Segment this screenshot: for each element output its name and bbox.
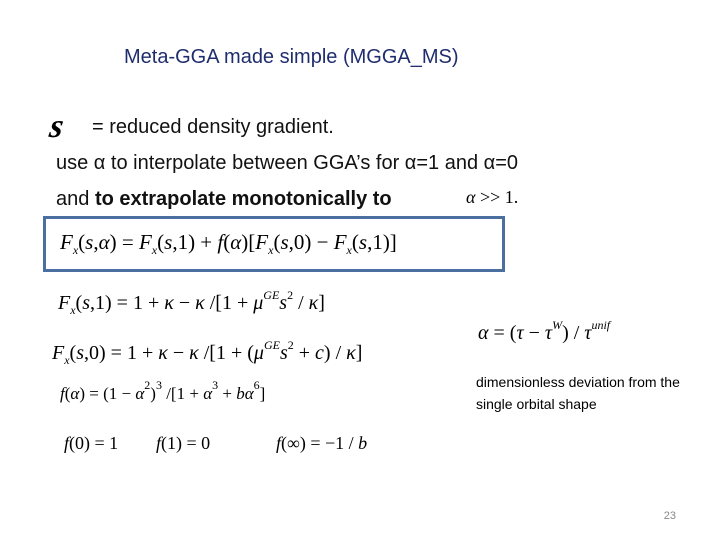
definition-line: = reduced density gradient.: [92, 116, 334, 138]
extrapolate-bold: to extrapolate monotonically to: [94, 188, 392, 210]
slide-title: Meta-GGA made simple (MGGA_MS): [124, 46, 459, 68]
fx-alpha0-equation: $F_x(s,0) = 1 + \kappa - \kappa$ $/[1 + (\mu^{GE}s^2 + c) / \kappa]$: [52, 338, 363, 367]
interpolate-line: use α to interpolate between GGA’s for α=1 and α=0: [56, 152, 519, 174]
extrapolate-line: [56, 188, 392, 211]
f-infinity-equation: f(∞) = −1 / b: [276, 433, 368, 453]
f-zero-equation: f(0) = 1: [64, 433, 119, 453]
fx-alpha1-equation: $F_x(s,1) = 1 + \kappa - \kappa$ $/[1 + \mu^{GE}s^2 / \kappa]$: [58, 288, 325, 317]
page-number: 23: [663, 510, 676, 522]
f-one-equation: f(1) = 0: [156, 433, 211, 453]
s-symbol: s: [46, 108, 67, 145]
f-alpha-equation: $f(\alpha) = (1 - \alpha^2)^3$ $/[1 + \alpha^3 + b\alpha^6]$: [60, 378, 266, 403]
alpha-annotation: dimensionless deviation from the single orbital shape: [476, 374, 680, 412]
alpha-definition: $\alpha = (\tau - \tau^W) / \tau^{unif}$: [478, 318, 611, 344]
alpha-large-math: α >> 1.: [466, 187, 519, 207]
boxed-equation: $F_x(s,\alpha) = F_x(s,1) + f(\alpha)[F_x(s,0) - F_x(s,1)]$: [60, 230, 397, 257]
extrapolate-prefix: and: [56, 188, 95, 210]
